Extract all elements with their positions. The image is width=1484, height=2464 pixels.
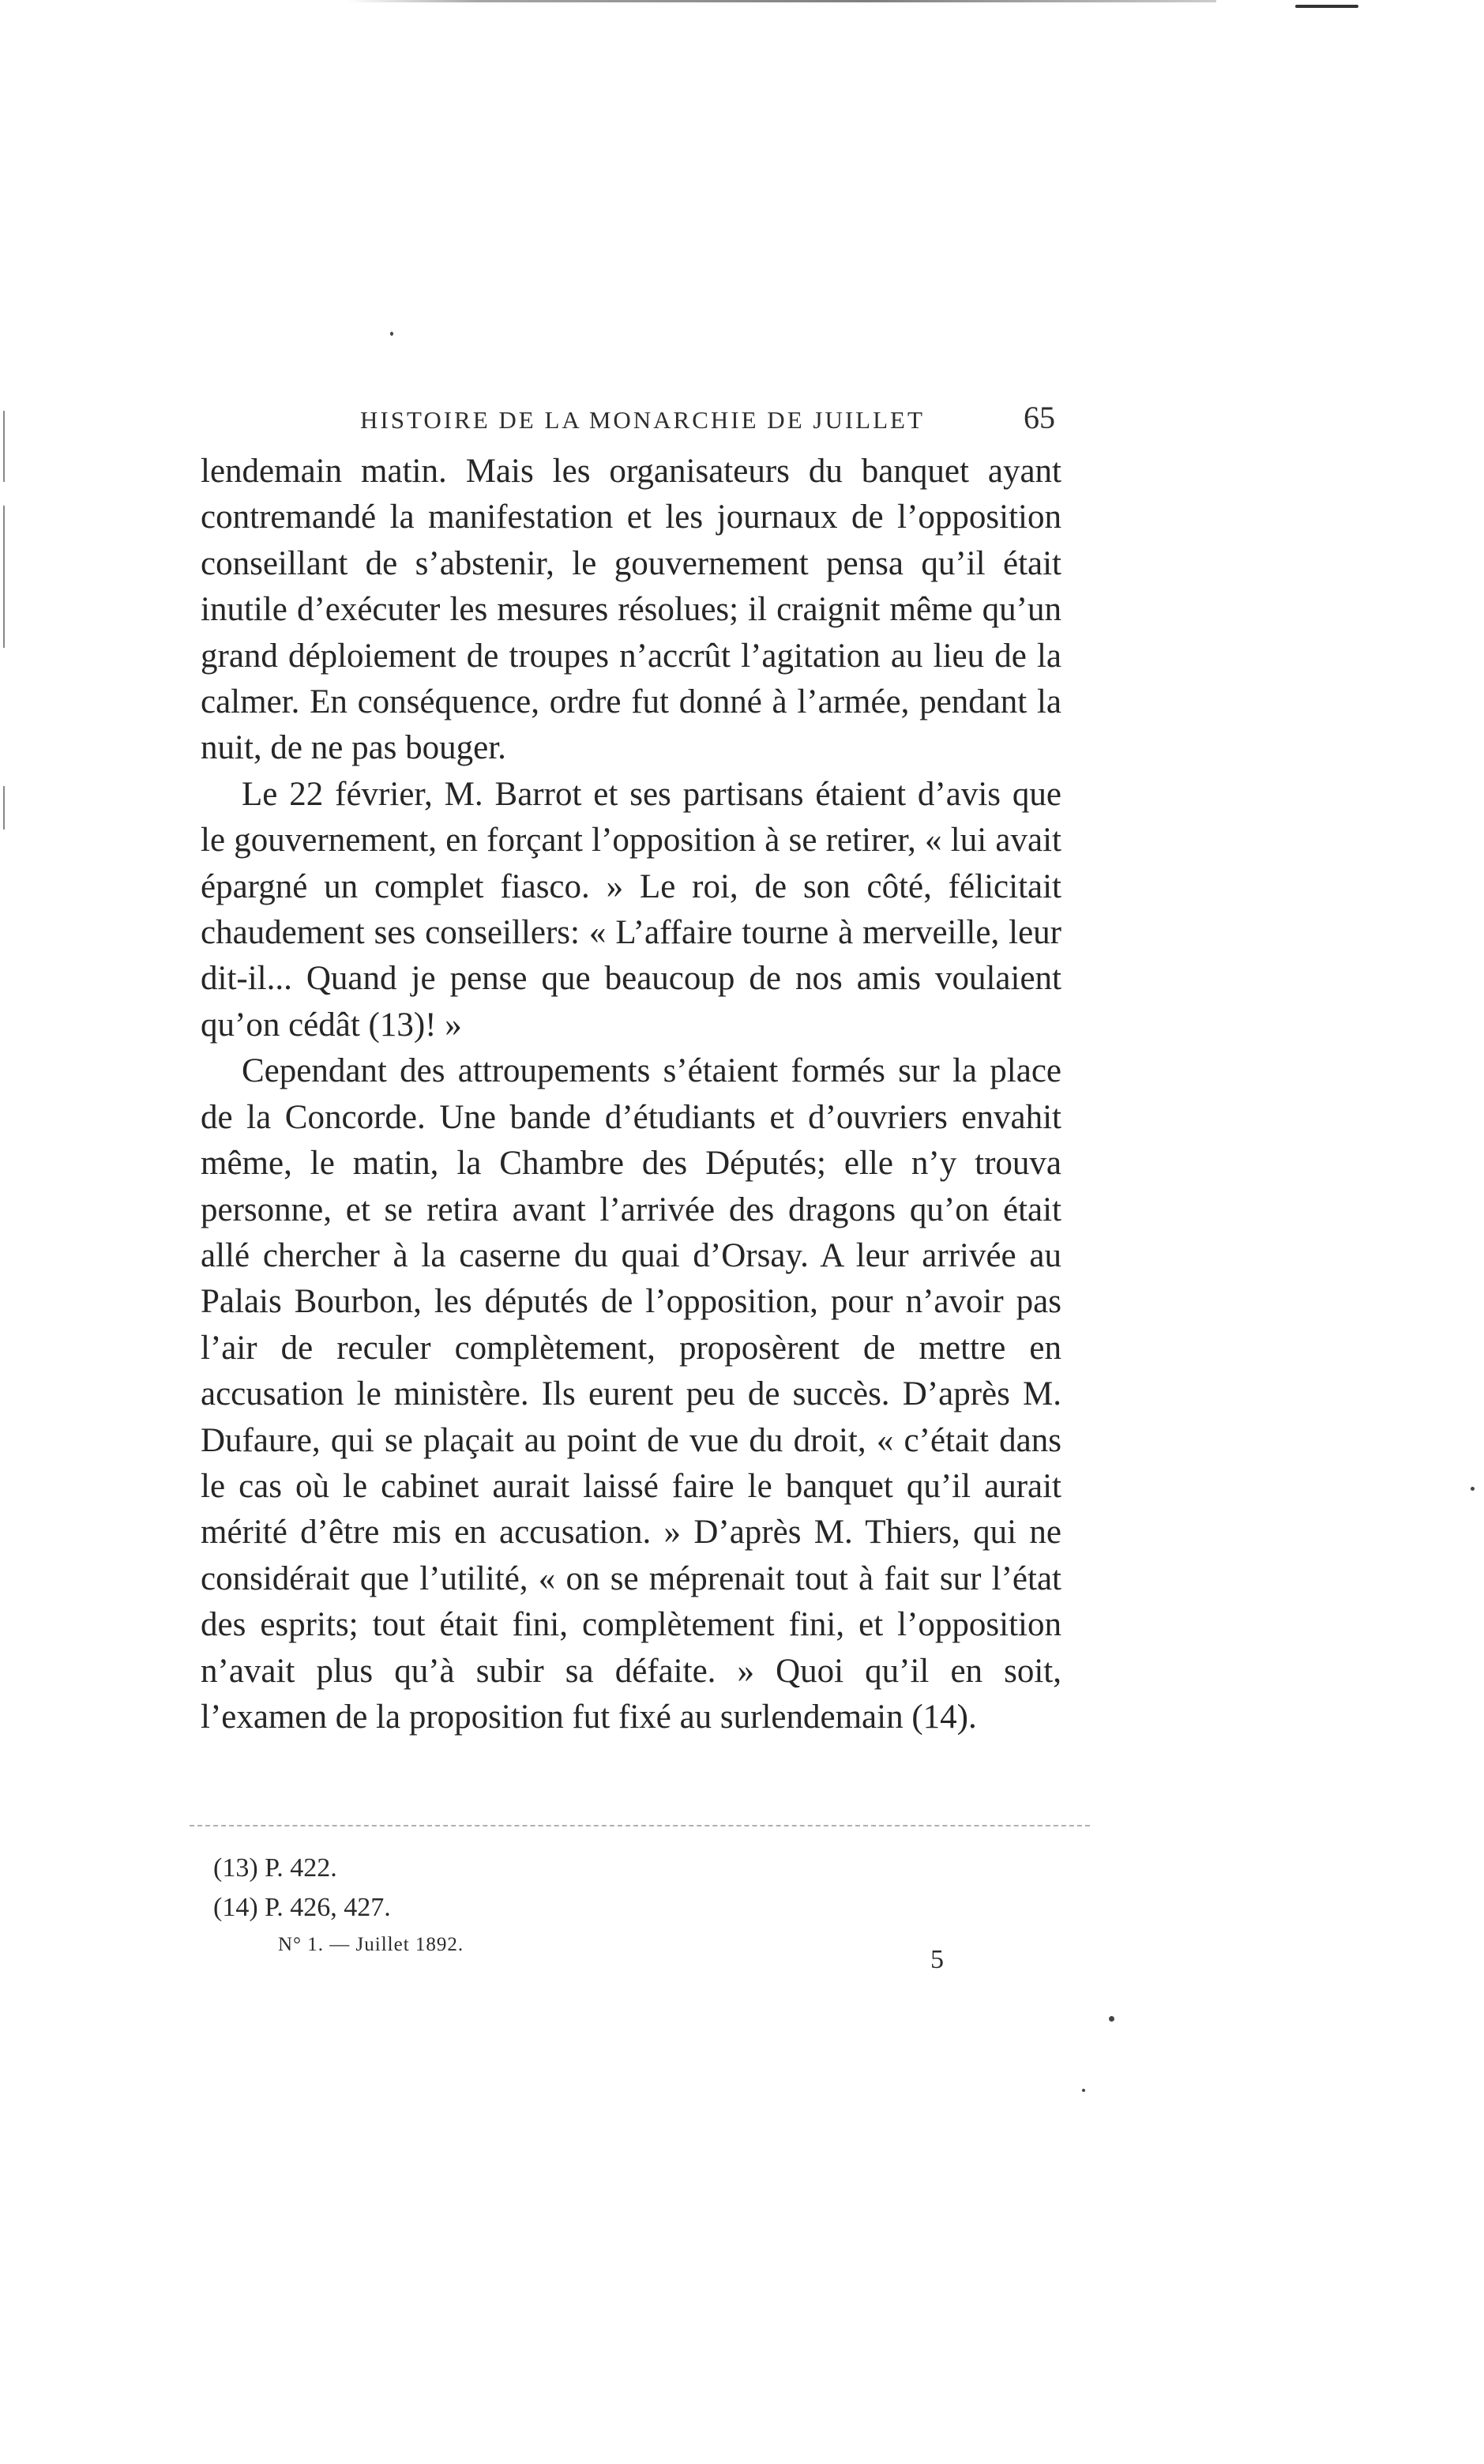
scan-corner-mark — [1295, 5, 1358, 8]
running-head — [360, 399, 1055, 436]
margin-scan-line — [3, 506, 5, 648]
scan-speck — [1471, 1487, 1475, 1491]
scan-top-edge — [348, 0, 1216, 2]
body-text — [201, 449, 1061, 1740]
margin-scan-line — [3, 411, 5, 482]
paragraph: Le 22 février, M. Barrot et ses partisans étaient d’avis que le gouvernement, en forçant l’opposition à se retirer, « lui avait épargné un complet fiasco. » Le roi, de son côté, félicitait chaudement ses conseillers: « L’affaire tourne à merveille, leur dit-il... Quand je pense que beaucoup de nos amis voulaient qu’on cédât (13)! » — [201, 775, 1061, 1044]
margin-scan-line — [3, 786, 5, 829]
footnote: (13) P. 422. — [213, 1853, 337, 1883]
paragraph: Cependant des attroupements s’étaient formés sur la place de la Concorde. Une bande d’étudiants et d’ouvriers envahit même, le matin, la Chambre des Députés; elle n’y trouva personne, et se retira avant l’arrivée des dragons qu’on était allé chercher à la caserne du quai d’Orsay. A leur arrivée au Palais Bourbon, les députés de l’opposition, pour n’avoir pas l’air de reculer complètement, proposèrent de mettre en accusation le ministère. Ils eurent peu de succès. D’après M. Dufaure, qui se plaçait au point de vue du droit, « c’était dans le cas où le cabinet aurait laissé faire le banquet qu’il aurait mérité d’être mis en accusation. » D’après M. Thiers, qui ne considérait que l’utilité, « on se méprenait tout à fait sur l’état des esprits; tout était fini, complètement fini, et l’opposition n’avait plus qu’à subir sa défaite. » Quoi qu’il en soit, l’examen de la proposition fut fixé au surlendemain (14). — [201, 1052, 1061, 1736]
scan-speck — [1082, 2089, 1085, 2092]
issue-line: N° 1. — Juillet 1892. — [278, 1934, 464, 1955]
footnote: (14) P. 426, 427. — [213, 1893, 391, 1922]
scan-speck — [390, 332, 393, 336]
page-number: 65 — [1024, 400, 1055, 435]
paragraph: lendemain matin. Mais les organisateurs du banquet ayant contremandé la manifestation et les journaux de l’opposition conseillant de s’abstenir, le gouvernement pensa qu’il était inutile d’exécuter les mesures résolues; il craignit même qu’un grand déploiement de troupes n’accrût l’agitation au lieu de la calmer. En conséquence, ordre fut donné à l’armée, pendant la nuit, de ne pas bouger. — [201, 453, 1061, 767]
footnote-rule — [190, 1825, 1090, 1826]
footnotes — [213, 1849, 391, 1928]
signature-mark: 5 — [930, 1945, 944, 1974]
scan-speck — [1109, 2016, 1114, 2022]
running-title: HISTOIRE DE LA MONARCHIE DE JUILLET — [360, 406, 925, 434]
